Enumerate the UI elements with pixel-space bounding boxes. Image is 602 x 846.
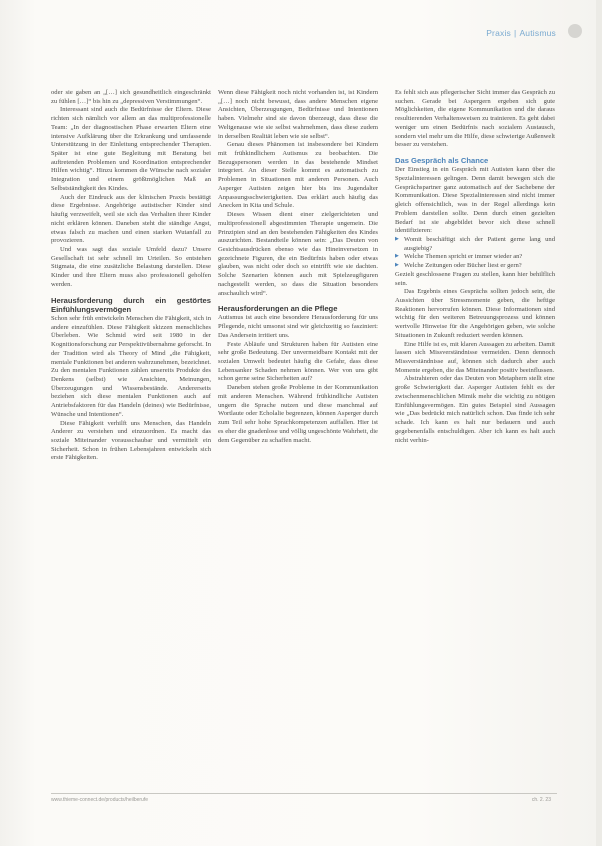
section-heading: Das Gespräch als Chance	[395, 156, 489, 166]
text-column-1	[51, 89, 211, 463]
paragraph: Daneben stehen große Probleme in der Kommunikation mit anderen Menschen. Während frühkindliche Autisten ungern die Sprache nutzen und diese manchmal auf Wortlaute oder Echolalie begrenzen, können Asperger durch zum Teil sehr hohe Sprachkompetenzen auffallen. Hier ist es eher die gnadenlose und völlig ungeschönte Wahrheit, die dem Gegenüber zu schaffen macht.	[218, 384, 378, 444]
text-column-3	[395, 89, 555, 445]
paragraph: Auch der Eindruck aus der klinischen Praxis bestätigt diese Ergebnisse. Angehörige autistischer Kinder sind häufig verzweifelt, weil sie sich das Verhalten ihrer Kinder nicht erklären können. Daneben steht die ständige Angst, etwas falsch zu machen und einen starken Wutanfall zu provozieren.	[51, 193, 211, 245]
header-topic: Autismus	[519, 28, 556, 38]
paragraph: Autismus ist auch eine besondere Herausforderung für uns Pflegende, nicht umsonst sind wir gleichzeitig so fasziniert: Das Andersein irritiert uns.	[218, 314, 378, 339]
running-header	[486, 28, 556, 38]
paragraph: Genau dieses Phänomen ist insbesondere bei Kindern mit frühkindlichem Autismus zu beobachten. Die Bezugspersonen werden in das bestehende Mindset integriert. An dieser Stelle kommt es automatisch zu Problemen in Situationen mit anderen Personen. Auch Asperger Autisten zeigen hier bis ins Jugendalter Anpassungsschwierigkeiten. Das erklärt auch häufig das Anecken in Kita und Schule.	[218, 141, 378, 210]
paragraph: Wenn diese Fähigkeit noch nicht vorhanden ist, ist Kindern „[…] noch nicht bewusst, dass andere Menschen eigene Ansichten, Überzeugungen, Bedürfnisse und Intentionen haben. Vielmehr sind sie davon überzeugt, dass diese die Weltgenause wie sie selbst wahrnehmen, dass diese zudem in derselben Realität leben wie sie selbst“.	[218, 89, 378, 140]
paragraph: Dieses Wissen dient einer zielgerichteten und multiprofessionell abgestimmten Therapie ungemein. Die Prinzipien sind an den bestehenden Fähigkeiten des Kindes auszurichten. Bestandteile können sein: „Das Deuten von Gesichtsausdrücken ebenso wie das Hineinversetzen in gezeichnete Figuren, die ein Bedürfnis haben oder etwas glauben, was nicht oder doch so eintrifft wie sie dachten. Solche Szenarien können auch mit Spielzeugfiguren nachgestellt werden, so dass die Situation besonders anschaulich wird“.	[218, 211, 378, 297]
section-heading: Herausforderung durch ein gestörtes Einfühlungsvermögen	[51, 295, 211, 314]
paragraph: Eine Hilfe ist es, mit klaren Aussagen zu arbeiten. Damit lassen sich Missverständnisse vermeiden. Denn dennoch Missverständnisse auf, können sich dadurch aber auch Momente ergeben, die das Miteinander positiv beeinflussen.	[395, 340, 555, 374]
paragraph: Es fehlt sich aus pflegerischer Sicht immer das Gespräch zu suchen. Gerade bei Aspergern ergeben sich gute Möglichkeiten, die eigene Kommunikation und die daraus resultierenden Verhaltensweisen zu trainieren. Es geht dabei weniger um einen Bedürfnis nach sozialem Austausch, sondern viel mehr um die Hilfe, diese schwierige Außenwelt besser zu verstehen.	[395, 89, 555, 149]
paragraph: Schon sehr früh entwickeln Menschen die Fähigkeit, sich in andere einzufühlen. Diese Fähigkeit skizzen menschliches Überleben. Wie Schmid wird seit 1980 in der Kognitionsforschung zur Perspektivübernahme geforscht. In der Tradition wird als Theory of Mind „die Fähigkeit, mentale Funktionen bei anderen wahrzunehmen, bezeichnet. Zu den mentalen Funktionen zählen unsereits Produkte des Denkens (selbst) wie Ansichten, Meinungen, Überzeugungen und Wissensbestände. Andererseits beziehen sich diese mentalen Funktionen auch auf Antriebsfaktoren für das Handeln (deines) wie Bedürfnisse, Wünsche und Intentionen“.	[51, 314, 211, 418]
paragraph: Feste Abläufe und Strukturen haben für Autisten eine sehr große Bedeutung. Der unvermeidbare Kontakt mit der sozialen Umwelt bedeutet häufig die Gefahr, dass diese Lebensanker Schaden nehmen können. Wer von uns gibt schon gerne seine Sicherheiten auf?	[218, 340, 378, 383]
header-section: Praxis	[486, 28, 512, 38]
list-item: ▶ Welche Themen spricht er immer wieder an?	[395, 253, 555, 262]
paragraph: oder sie gaben an „[…] sich gesundheitlich eingeschränkt zu fühlen […]“ bis hin zu „depressiven Verstimmungen“.	[51, 89, 211, 105]
paragraph: Das Ergebnis eines Gesprächs sollten jedoch sein, die Aussichten über Stressmomente geben, die heftige Reaktionen hervorrufen können. Diese Informationen sind wichtig für den weiteren Betreuungsprozess und können wertvolle Hinweise für die Angehörigen geben, wie solche Situationen in Zukunft reduziert werden können.	[395, 288, 555, 339]
paragraph: Gezielt geschlossene Fragen zu stellen, kann hier behilflich sein.	[395, 270, 555, 287]
paragraph: Und was sagt das soziale Umfeld dazu? Unsere Gesellschaft ist sehr schnell im Urteilen. So entstehen Stigmata, die eine zusätzliche Belastung darstellen. Diese Kinder und ihre Eltern muss also professionell geholfen werden.	[51, 245, 211, 288]
footer-divider	[51, 793, 557, 794]
footer-url: www.thieme-connect.de/products/heilberufe	[51, 797, 148, 803]
paragraph: Der Einstieg in ein Gespräch mit Autisten kann über die Spezialinteressen gelingen. Denn damit bewegen sich die Gesprächspartner ganz automatisch auf der Sachebene der Kommunikation. Diese Spezialinteressen sind nicht immer gleich offensichtlich, was in der Regel allerdings kein Problem darstellen sollte. Denn durch einen gezielten Bedarf ist sie abgebildet bevor sich diese schnell identifizieren:	[395, 166, 555, 235]
text-column-2	[218, 89, 378, 445]
header-separator: |	[514, 28, 517, 38]
list-item: ▶ Womit beschäftigt sich der Patient gerne lang und ausgiebig?	[395, 236, 555, 253]
question-list	[395, 236, 555, 271]
page-corner-mark	[568, 24, 582, 38]
paragraph: Abstrahieren oder das Deuten von Metaphern stellt eine große Schwierigkeit dar. Asperger Autisten fehlt es der zwischenmenschlichen Mimik mehr die wichtig zu nötigen Einfühlungsvermögen. Ein gutes Beispiel sind Aussagen wie „Das bedrückt mich natürlich schon. Das finde ich sehr schade. Ich kann es halt nur bedauern und auch gegebenenfalls entschuldigen. Aber ich kann es halt auch nicht verhin-	[395, 375, 555, 444]
footer-issue: ch. 2. 23	[531, 797, 551, 803]
paragraph: Diese Fähigkeit verhilft uns Menschen, das Handeln Anderer zu verstehen und einzuordnen. Es macht das soziale Miteinander vorausschaubar und vermittelt ein Sicherheit. Schon in frühen Lebensjahren entwickeln sich erste Fähigkeiten.	[51, 419, 211, 462]
paragraph: Interessant sind auch die Bedürfnisse der Eltern. Diese richten sich nämlich vor allem an das multiprofessionelle Team: „In der diagnostischen Phase erwarten Eltern eine intensive Aufklärung über die Erkrankung und umfassende Unterstützung in der Einleitung entsprechender Therapien. Später ist eine gute Begleitung mit Beratung bei auftretenden Problemen und Koordination entsprechender Hilfen wichtig“. Hinzu kommen die Wünsche nach sozialer Integration und einem größtmöglichen Maß an Selbstständigkeit des Kindes.	[51, 106, 211, 192]
list-item: ▶ Welche Zeitungen oder Bücher liest er gern?	[395, 262, 555, 271]
section-heading: Herausforderungen an die Pflege	[218, 304, 338, 314]
